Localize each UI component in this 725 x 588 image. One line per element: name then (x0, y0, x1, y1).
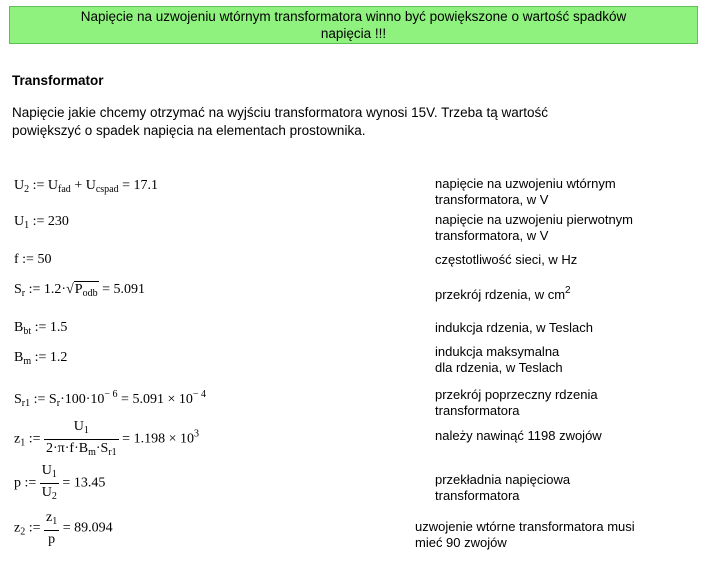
result-bm: 1.2 (49, 350, 68, 365)
result-p: 13.45 (73, 475, 106, 491)
formula-z1: $z_1$ := $\frac{U_1}{2\cdot\pi\cdot f\cdot B_m\cdot S_{r1}}$ = $1.198 \times 10^3$ (14, 418, 199, 461)
formula-u1: $U_1$ := 230 (14, 214, 69, 231)
formula-f: f := 50 (14, 252, 52, 267)
description-sr: przekrój rdzenia, w $cm^2$ (435, 285, 571, 302)
result-bbt: 1.5 (49, 320, 68, 335)
description-sr1: przekrój poprzeczny rdzenia transformatora (435, 387, 598, 418)
description-z1: należy nawinąć 1198 zwojów (435, 428, 602, 443)
section-title: Transformator (12, 73, 104, 88)
intro-paragraph (12, 104, 662, 140)
formula-bbt: $B_{bt}$ := 1.5 (14, 320, 68, 337)
formula-bm: $B_m$ := 1.2 (14, 350, 68, 367)
intro-line-1: Napięcie jakie chcemy otrzymać na wyjściu transformatora wynosi 15V. Trzeba tą wartość (12, 105, 548, 120)
description-p: przekładnia napięciowa transformatora (435, 472, 571, 503)
banner-line-1: Napięcie na uzwojeniu wtórnym transformatora winno być powiększone o wartość spadków (80, 9, 627, 24)
formula-z2: $z_2$ := $\frac{z_1}{p}$ = 89.094 (14, 510, 113, 547)
formula-sr1: $S_{r1}$ := $S_r\cdot 100\cdot 10^{- 6} = 5.091 \times 10^{- 4}$ (14, 389, 206, 409)
result-f: 50 (37, 252, 52, 267)
formula-u2: $U_2$ := $U_{fad} + U_{cspad} = 17.1$ (14, 178, 159, 195)
result-z1: 1.198 (133, 431, 166, 447)
result-z2: 89.094 (74, 520, 113, 536)
fraction-p: $\frac{U_1}{U_2}$ (41, 463, 57, 502)
result-u2: 17.1 (133, 178, 159, 193)
fraction-z1: $\frac{U_1}{2\cdot\pi\cdot f\cdot B_m\cdot S_{r1}}$ (46, 419, 117, 458)
fraction-z2: $\frac{z_1}{p}$ (46, 510, 58, 547)
result-sr1: 5.091 (132, 392, 164, 407)
description-u2: napięcie na uzwojeniu wtórnym transformatora, w V (435, 176, 616, 207)
description-f: częstotliwość sieci, w Hz (435, 252, 578, 267)
result-u1: 230 (47, 214, 69, 229)
description-z2: uzwojenie wtórne transformatora musi mieć 90 zwojów (415, 519, 635, 550)
warning-banner (9, 6, 698, 44)
formula-sr: $S_r$ := $1.2\cdot√P_{odb} = 5.091$ (14, 282, 145, 299)
description-bm: indukcja maksymalna dla rdzenia, w Teslach (435, 344, 563, 375)
banner-line-2: napięcia !!! (320, 26, 387, 41)
result-sr: 5.091 (113, 282, 145, 297)
description-u1: napięcie na uzwojeniu pierwotnym transformatora, w V (435, 212, 634, 243)
intro-line-2: powiększyć o spadek napięcia na elementach prostownika. (12, 123, 366, 138)
description-bbt: indukcja rdzenia, w Teslach (435, 320, 594, 335)
formula-p: p := $\frac{U_1}{U_2}$ = 13.45 (14, 462, 105, 505)
